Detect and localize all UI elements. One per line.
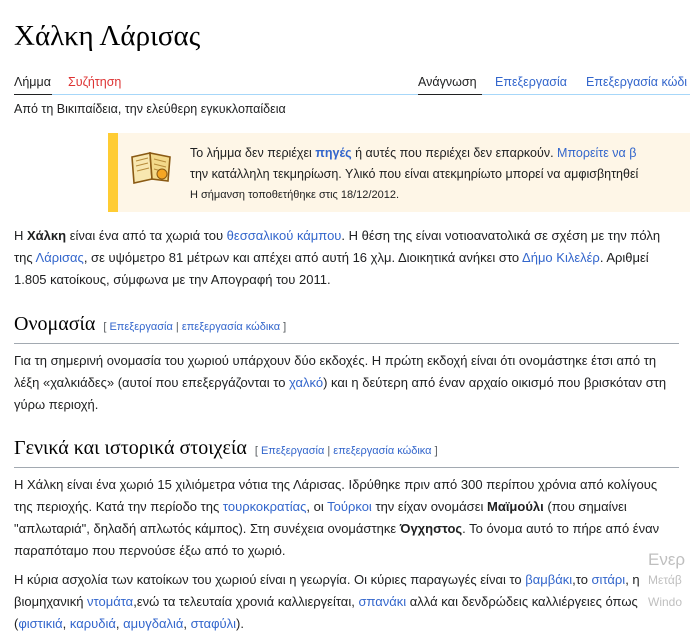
walnut-link[interactable]: καρυδιά — [69, 616, 116, 631]
old-name-bold: Μαϊμούλι — [487, 499, 544, 514]
you-can-help-link[interactable]: Μπορείτε να β — [557, 146, 637, 160]
no-sources-notice — [108, 133, 690, 212]
cotton-link[interactable]: βαμβάκι — [525, 572, 573, 587]
edit-bracket-open: [ — [254, 445, 261, 457]
site-tagline: Από τη Βικιπαίδεια, την ελεύθερη εγκυκλοπαίδεια — [14, 102, 286, 116]
section-heading-history — [14, 437, 679, 468]
tab-edit-source[interactable]: Επεξεργασία κώδι — [586, 75, 688, 89]
section-edit-source-link[interactable]: επεξεργασία κώδικα — [333, 445, 432, 457]
history-text-c: την είχαν ονομάσει — [371, 499, 487, 514]
grape-link[interactable]: σταφύλι — [190, 616, 237, 631]
edit-bracket-close: ] — [280, 321, 287, 333]
turks-link[interactable]: Τούρκοι — [327, 499, 372, 514]
tab-article-underline — [14, 94, 52, 95]
agri-text-end: ). — [236, 616, 244, 631]
tab-read[interactable]: Ανάγνωση — [418, 75, 477, 89]
notice-line-2: την κατάλληλη τεκμηρίωση. Υλικό που είναι ατεκμηρίωτο μπορεί να αμφισβητηθεί — [190, 167, 639, 181]
wheat-link[interactable]: σιτάρι — [591, 572, 626, 587]
tab-talk[interactable]: Συζήτηση — [68, 75, 122, 89]
intro-text-2: είναι ένα από τα χωριά του — [66, 228, 227, 243]
pistachio-link[interactable]: φιστικιά — [18, 616, 63, 631]
notice-date: Η σήμανση τοποθετήθηκε στις 18/12/2012. — [190, 189, 399, 201]
history-text-e: . Το όνομα αυτό το πήρε από έναν παραπόταμο που περνούσε έξω από το χωριό. — [14, 521, 660, 558]
article-subject-bold: Χάλκη — [27, 228, 67, 243]
open-book-icon — [128, 147, 176, 187]
notice-line-1 — [190, 143, 690, 164]
tomato-link[interactable]: ντομάτα — [87, 594, 134, 609]
section-heading-naming — [14, 313, 679, 344]
intro-text-4: , σε υψόμετρο 81 μέτρων και απέχει από αυτή 16 χλμ. Διοικητικά ανήκει στο — [83, 250, 523, 265]
edit-separator: | — [324, 445, 334, 457]
edit-separator: | — [172, 321, 182, 333]
activation-watermark-line-3: Windo — [648, 595, 683, 609]
history-paragraph — [14, 474, 674, 562]
activation-watermark-line-1: Ενερ — [648, 550, 686, 569]
page-tabs — [14, 72, 690, 95]
history-text-b: , οι — [306, 499, 328, 514]
agri-sep-1: , — [62, 616, 70, 631]
history-text-d: (που σημαίνει "απλωταριά", δηλαδή απλωτός κάμπος). Στη συνέχεια ονομάστηκε — [14, 499, 627, 536]
page-title: Χάλκη Λάρισας — [14, 20, 201, 52]
notice-text-b: ή αυτές που περιέχει δεν επαρκούν. — [351, 146, 558, 160]
section-edit-link[interactable]: Επεξεργασία — [109, 321, 173, 333]
section-edit-links — [255, 445, 438, 457]
section-edit-source-link[interactable]: επεξεργασία κώδικα — [181, 321, 281, 333]
agri-sep-3: , — [183, 616, 191, 631]
notice-text — [190, 143, 690, 206]
copper-link[interactable]: χαλκό — [289, 375, 324, 390]
section-edit-links — [103, 321, 286, 333]
intro-paragraph — [14, 225, 674, 291]
larissa-link[interactable]: Λάρισας — [35, 250, 84, 265]
naming-text-b: ) και η δεύτερη από έναν αρχαίο οικισμό που βρισκόταν στη γύρω περιοχή. — [14, 375, 667, 412]
agri-sep-2: , — [115, 616, 124, 631]
later-name-bold: Όγχηστος — [399, 521, 463, 536]
intro-text-1: Η — [14, 228, 27, 243]
naming-paragraph — [14, 350, 674, 416]
history-text-a: Η Χάλκη είναι ένα χωριό 15 χιλιόμετρα νότια της Λάρισας. Ιδρύθηκε πριν από 300 περίπου χρόνια από κολίγους της περιοχής. Κατά την περίοδο της — [14, 477, 658, 514]
edit-bracket-close: ] — [431, 445, 438, 457]
intro-text-3: . Η θέση της είναι νοτιοανατολικά σε σχέση με την πόλη της — [14, 228, 661, 265]
agriculture-paragraph — [14, 569, 674, 635]
section-title-history: Γενικά και ιστορικά στοιχεία — [14, 437, 247, 459]
agri-text-a: Η κύρια ασχολία των κατοίκων του χωριού είναι η γεωργία. Οι κύριες παραγωγές είναι το — [14, 572, 526, 587]
tab-article[interactable]: Λήμμα — [14, 75, 51, 89]
naming-text-a: Για τη σημερινή ονομασία του χωριού υπάρχουν δύο εκδοχές. Η πρώτη εκδοχή είναι ότι ονομάστηκε έτσι από τη λέξη «χαλκιάδες» (αυτοί που επεξεργάζονται το — [14, 353, 657, 390]
section-title-naming: Ονομασία — [14, 313, 96, 335]
turkish-rule-link[interactable]: τουρκοκρατίας — [222, 499, 307, 514]
sources-link[interactable]: πηγές — [315, 146, 352, 160]
kileler-link[interactable]: Δήμο Κιλελέρ — [522, 250, 600, 265]
agri-text-e: αλλά και δενδρώδεις καλλιέργειες όπως ( — [14, 594, 638, 631]
intro-text-5: . Αριθμεί 1.805 κατοίκους, σύμφωνα με την Απογραφή του 2011. — [14, 250, 649, 287]
tab-read-underline — [418, 94, 482, 95]
tab-edit[interactable]: Επεξεργασία — [495, 75, 568, 89]
notice-text-a: Το λήμμα δεν περιέχει — [190, 146, 316, 160]
agri-text-d: ,ενώ τα τελευταία χρονιά καλλιεργείται, — [133, 594, 359, 609]
agri-text-b: ,το — [572, 572, 592, 587]
almond-link[interactable]: αμυγδαλιά — [123, 616, 184, 631]
edit-bracket-open: [ — [103, 321, 110, 333]
thessaly-plain-link[interactable]: θεσσαλικού κάμπου — [226, 228, 342, 243]
activation-watermark-line-2: Μετάβ — [648, 573, 682, 587]
spinach-link[interactable]: σπανάκι — [358, 594, 407, 609]
section-edit-link[interactable]: Επεξεργασία — [260, 445, 325, 457]
agri-text-c: , η βιομηχανική — [14, 572, 640, 609]
